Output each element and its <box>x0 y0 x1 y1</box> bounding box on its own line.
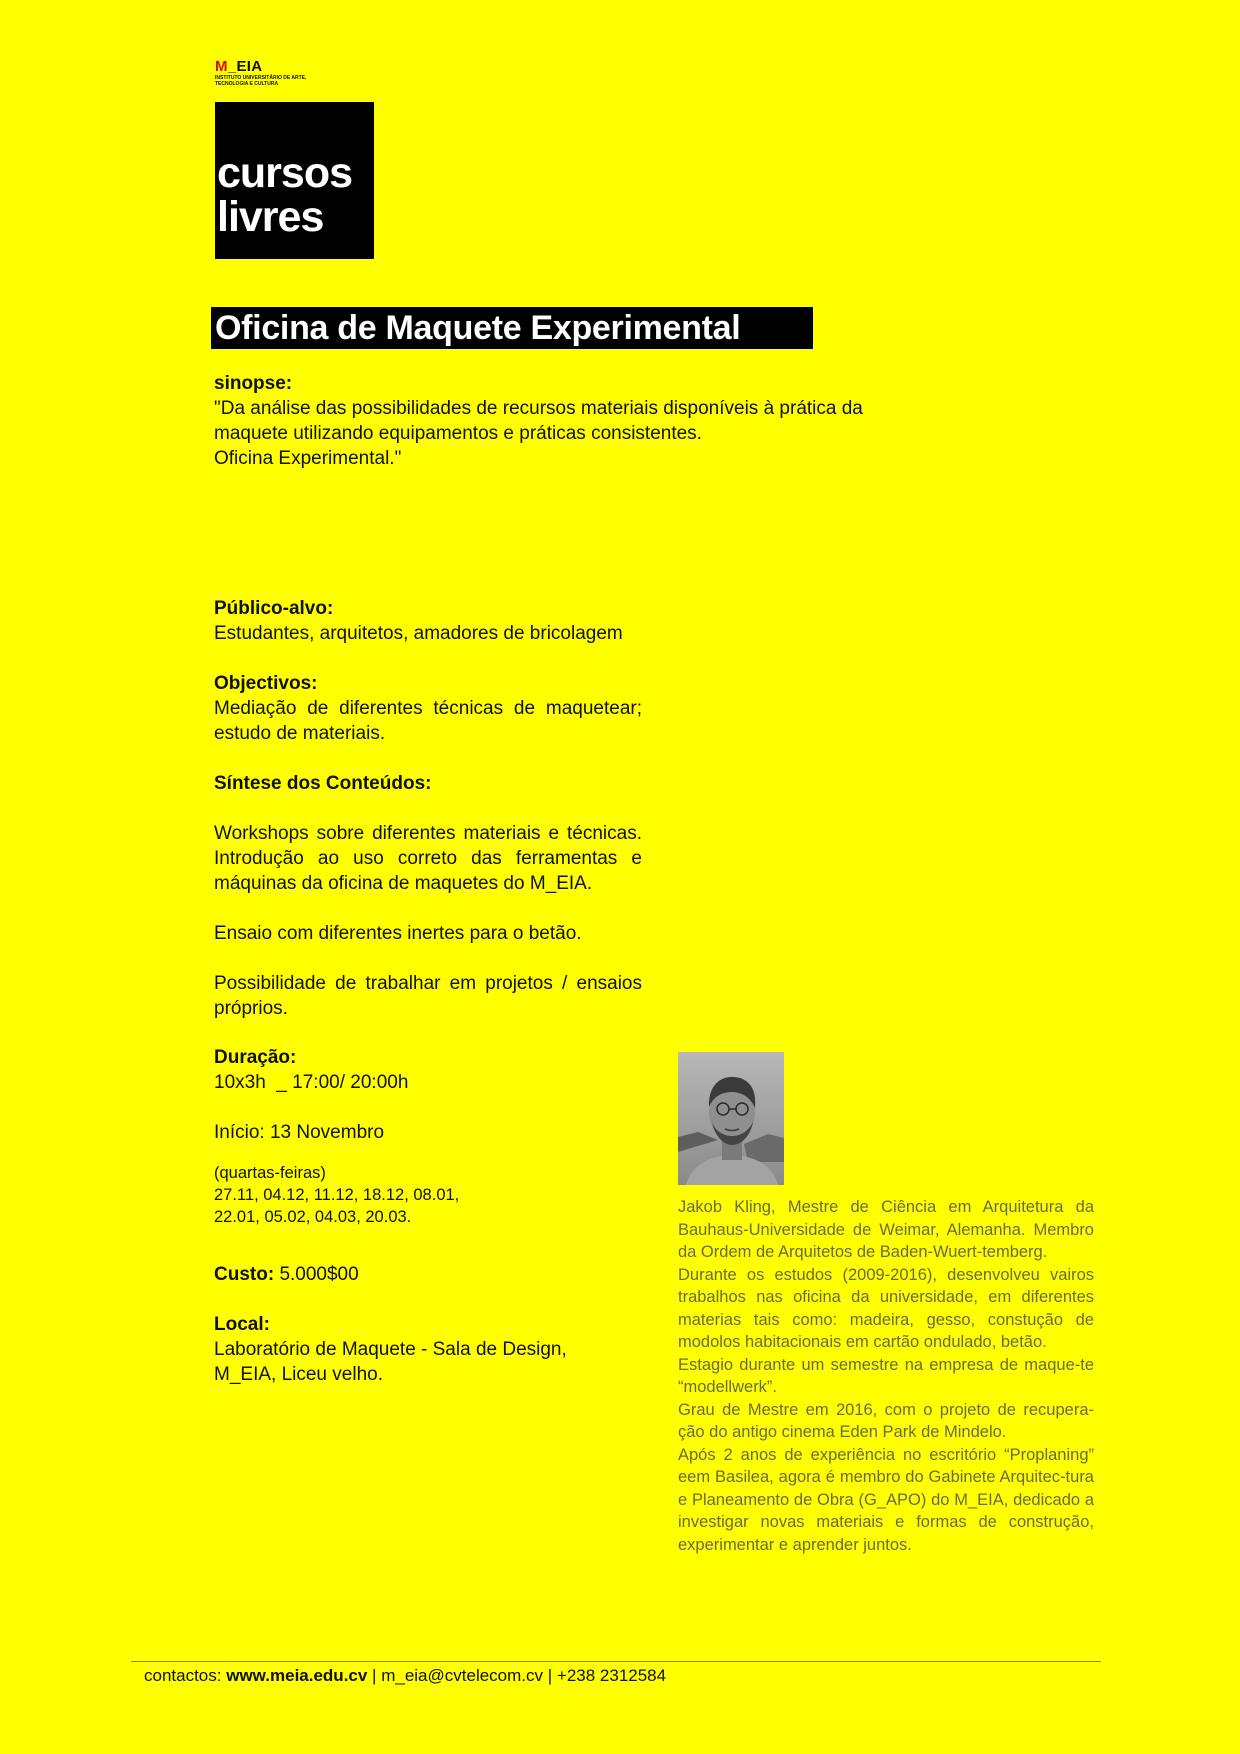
sinopse-label: sinopse: <box>214 373 293 394</box>
custo-value: 5.000$00 <box>279 1264 359 1285</box>
logo-m: M <box>215 58 228 75</box>
sintese-p2: Ensaio com diferentes inertes para o betão. <box>214 923 582 944</box>
dias-label: (quartas-feiras) <box>214 1164 326 1182</box>
sinopse-section <box>214 371 863 471</box>
footer-label: contactos: <box>144 1666 222 1685</box>
custo-label: Custo: <box>214 1264 275 1285</box>
sintese-p3: Possibilidade de trabalhar em projetos / ensaios próprios. <box>214 973 642 1019</box>
logo-eia: _EIA <box>227 58 263 75</box>
dias-line-2: 22.01, 05.02, 04.03, 20.03. <box>214 1208 412 1226</box>
sintese-section <box>214 771 642 1021</box>
footer-website-link[interactable]: www.meia.edu.cv <box>226 1666 368 1685</box>
sinopse-text: "Da análise das possibilidades de recursos materiais disponíveis à prática da maquete utilizando equipamentos e práticas consistentes. <box>214 398 863 444</box>
banner-line-2: livres <box>217 193 324 241</box>
footer-phone: +238 2312584 <box>556 1666 667 1685</box>
bio-p4: Grau de Mestre em 2016, com o projeto de recupera-ção do antigo cinema Eden Park de Mindelo. <box>678 1400 1094 1441</box>
cursos-livres-banner <box>215 102 374 259</box>
duracao-section <box>214 1045 642 1228</box>
footer-divider <box>131 1661 1101 1662</box>
footer-separator-2: | <box>543 1666 557 1685</box>
sintese-p1: Workshops sobre diferentes materiais e técnicas. Introdução ao uso correto das ferramentas e máquinas da oficina de maquetes do M_EIA. <box>214 823 642 894</box>
duracao-text: 10x3h _ 17:00/ 20:00h <box>214 1072 409 1093</box>
publico-label: Público-alvo: <box>214 598 334 619</box>
institute-logo <box>215 59 315 87</box>
logo-mark <box>215 59 315 74</box>
banner-line-1: cursos <box>217 149 353 197</box>
logo-subtitle: INSTITUTO UNIVERSITÁRIO DE ARTE, TECNOLOGIA E CULTURA <box>215 75 307 87</box>
local-line-2: M_EIA, Liceu velho. <box>214 1364 383 1385</box>
instructor-photo <box>678 1052 784 1185</box>
bio-p2: Durante os estudos (2009-2016), desenvolveu vairos trabalhos nas oficina da universidade, em diferentes materias tais como: madeira, gesso, constução de modolos habitacionais em cartão ondulado, betão. <box>678 1265 1094 1351</box>
footer-separator-1: | <box>367 1666 382 1685</box>
dias-line-1: 27.11, 04.12, 11.12, 18.12, 08.01, <box>214 1186 460 1204</box>
local-label: Local: <box>214 1314 270 1335</box>
custo-section <box>214 1262 642 1287</box>
bio-p3: Estagio durante um semestre na empresa de maque-te “modellwerk”. <box>678 1355 1094 1396</box>
publico-section <box>214 596 642 646</box>
local-section <box>214 1312 642 1387</box>
instructor-bio <box>678 1196 1094 1556</box>
sinopse-text-2: Oficina Experimental." <box>214 448 402 469</box>
bio-p1: Jakob Kling, Mestre de Ciência em Arquitetura da Bauhaus-Universidade de Weimar, Alemanha. Membro da Ordem de Arquitetos de Baden-Wuert-temberg. <box>678 1198 1094 1261</box>
publico-text: Estudantes, arquitetos, amadores de bricolagem <box>214 623 623 644</box>
local-line-1: Laboratório de Maquete - Sala de Design, <box>214 1339 567 1360</box>
objectivos-label: Objectivos: <box>214 673 318 694</box>
portrait-image <box>678 1052 784 1185</box>
page-title: Oficina de Maquete Experimental <box>211 307 813 349</box>
inicio-text: Início: 13 Novembro <box>214 1122 385 1143</box>
sintese-label: Síntese dos Conteúdos: <box>214 773 432 794</box>
footer-email-link[interactable]: m_eia@cvtelecom.cv <box>381 1666 544 1685</box>
footer-contacts <box>144 1665 666 1687</box>
bio-p5: Após 2 anos de experiência no escritório “Proplaning” eem Basilea, agora é membro do Gabinete Arquitec-tura e Planeamento de Obra (G_APO) do M_EIA, dedicado a investigar novas materiais e formas de construção, experimentar e aprender juntos. <box>678 1445 1094 1554</box>
objectivos-text: Mediação de diferentes técnicas de maquetear; estudo de materiais. <box>214 698 642 744</box>
duracao-label: Duração: <box>214 1047 297 1068</box>
objectivos-section <box>214 671 642 746</box>
